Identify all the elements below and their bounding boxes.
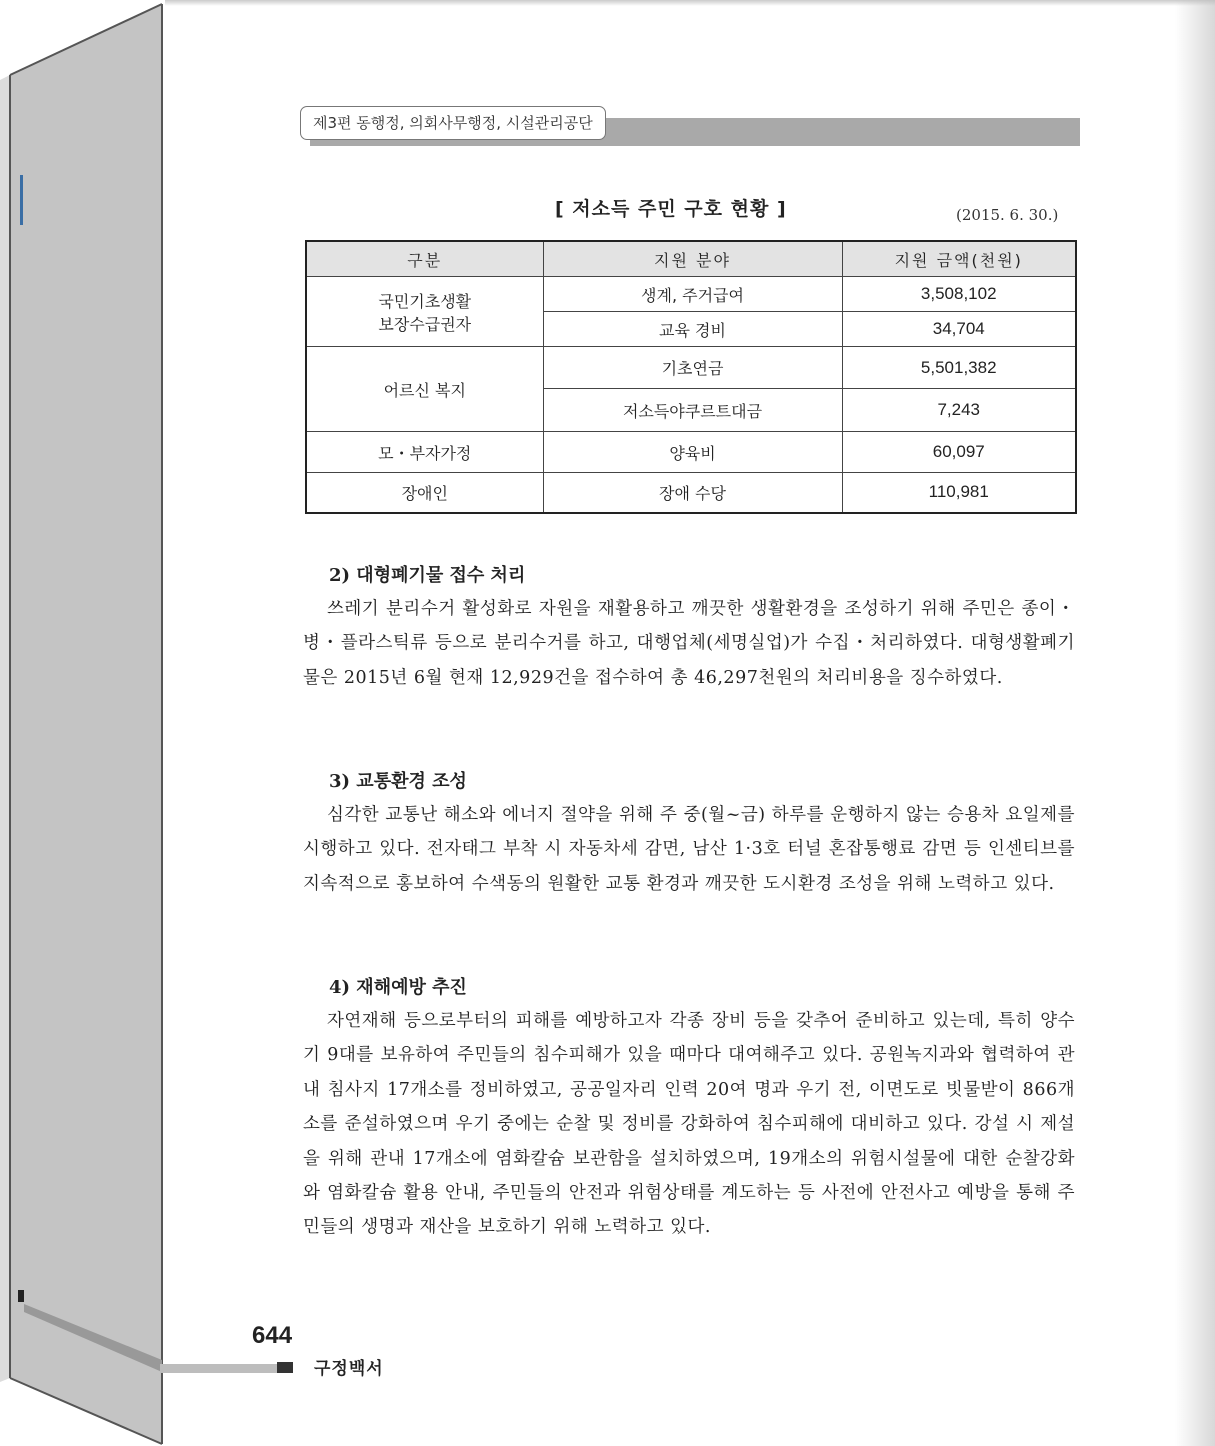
amount-cell: 34,704 xyxy=(842,312,1076,347)
chapter-header xyxy=(300,106,1080,146)
section-heading: 3) 교통환경 조성 xyxy=(329,771,467,792)
table-title: [ 저소득 주민 구호 현황 ] xyxy=(555,198,787,220)
chapter-title: 제3편 동행정, 의회사무행정, 시설관리공단 xyxy=(300,106,606,140)
section-heading: 4) 재해예방 추진 xyxy=(329,977,467,998)
field-cell: 장애 수당 xyxy=(543,473,842,513)
column-header-field: 지원 분야 xyxy=(543,241,842,277)
book-title: 구정백서 xyxy=(314,1359,384,1379)
section-heading: 2) 대형폐기물 접수 처리 xyxy=(329,565,526,586)
amount-cell: 5,501,382 xyxy=(842,347,1076,389)
category-label: 국민기초생활 xyxy=(378,291,472,311)
category-cell xyxy=(306,277,543,347)
field-cell: 교육 경비 xyxy=(543,312,842,347)
column-header-category: 구분 xyxy=(306,241,543,277)
section-traffic xyxy=(303,766,1075,901)
section-body: 쓰레기 분리수거 활성화로 자원을 재활용하고 깨끗한 생활환경을 조성하기 위해 주민은 종이・병・플라스틱류 등으로 분리수거를 하고, 대행업체(세명실업)가 수집・처리하였다. 대형생활폐기물은 2015년 6월 현재 12,929건을 접수하여 총 46,297천원의 처리비용을 징수하였다. xyxy=(303,599,1075,688)
footer-marker xyxy=(277,1362,293,1373)
table-row xyxy=(306,277,1076,312)
page-top-shadow xyxy=(165,0,1215,6)
section-body: 자연재해 등으로부터의 피해를 예방하고자 각종 장비 등을 갖추어 준비하고 있는데, 특히 양수기 9대를 보유하여 주민들의 침수피해가 있을 때마다 대여해주고 있다. 공원녹지과와 협력하여 관내 침사지 17개소를 정비하였고, 공공일자리 인력 20여 명과 우기 전, 이면도로 빗물받이 866개소를 준설하였으며 우기 중에는 순찰 및 정비를 강화하여 침수피해에 대비하고 있다. 강설 시 제설을 위해 관내 17개소에 염화칼슘 보관함을 설치하였으며, 19개소의 위험시설물에 대한 순찰강화와 염화칼슘 활용 안내, 주민들의 안전과 위험상태를 계도하는 등 사전에 안전사고 예방을 통해 주민들의 생명과 재산을 보호하기 위해 노력하고 있다. xyxy=(303,1011,1075,1238)
section-body: 심각한 교통난 해소와 에너지 절약을 위해 주 중(월~금) 하루를 운행하지 않는 승용차 요일제를 시행하고 있다. 전자태그 부착 시 자동차세 감면, 남산 1·3호 터널 혼잡통행료 감면 등 인센티브를 지속적으로 홍보하여 수색동의 원활한 교통 환경과 깨끗한 도시환경 조성을 위해 노력하고 있다. xyxy=(303,805,1075,894)
table-row xyxy=(306,473,1076,513)
footer-bar xyxy=(160,1364,280,1373)
book-spine-edge xyxy=(0,0,170,1446)
section-disaster xyxy=(303,972,1075,1245)
table-row xyxy=(306,347,1076,389)
amount-cell: 7,243 xyxy=(842,389,1076,432)
section-waste xyxy=(303,560,1075,695)
category-label: 보장수급권자 xyxy=(378,314,472,334)
field-cell: 기초연금 xyxy=(543,347,842,389)
amount-cell: 60,097 xyxy=(842,432,1076,473)
field-cell: 저소득야쿠르트대금 xyxy=(543,389,842,432)
amount-cell: 110,981 xyxy=(842,473,1076,513)
category-cell: 모・부자가정 xyxy=(306,432,543,473)
table-date: (2015. 6. 30.) xyxy=(956,206,1059,224)
table-header-row xyxy=(306,241,1076,277)
field-cell: 생계, 주거급여 xyxy=(543,277,842,312)
amount-cell: 3,508,102 xyxy=(842,277,1076,312)
relief-status-table xyxy=(305,240,1077,514)
category-cell: 장애인 xyxy=(306,473,543,513)
table-row xyxy=(306,432,1076,473)
category-cell: 어르신 복지 xyxy=(306,347,543,432)
page-number: 644 xyxy=(252,1322,293,1349)
column-header-amount: 지원 금액(천원) xyxy=(842,241,1076,277)
field-cell: 양육비 xyxy=(543,432,842,473)
page-right-shadow xyxy=(1175,0,1215,1446)
